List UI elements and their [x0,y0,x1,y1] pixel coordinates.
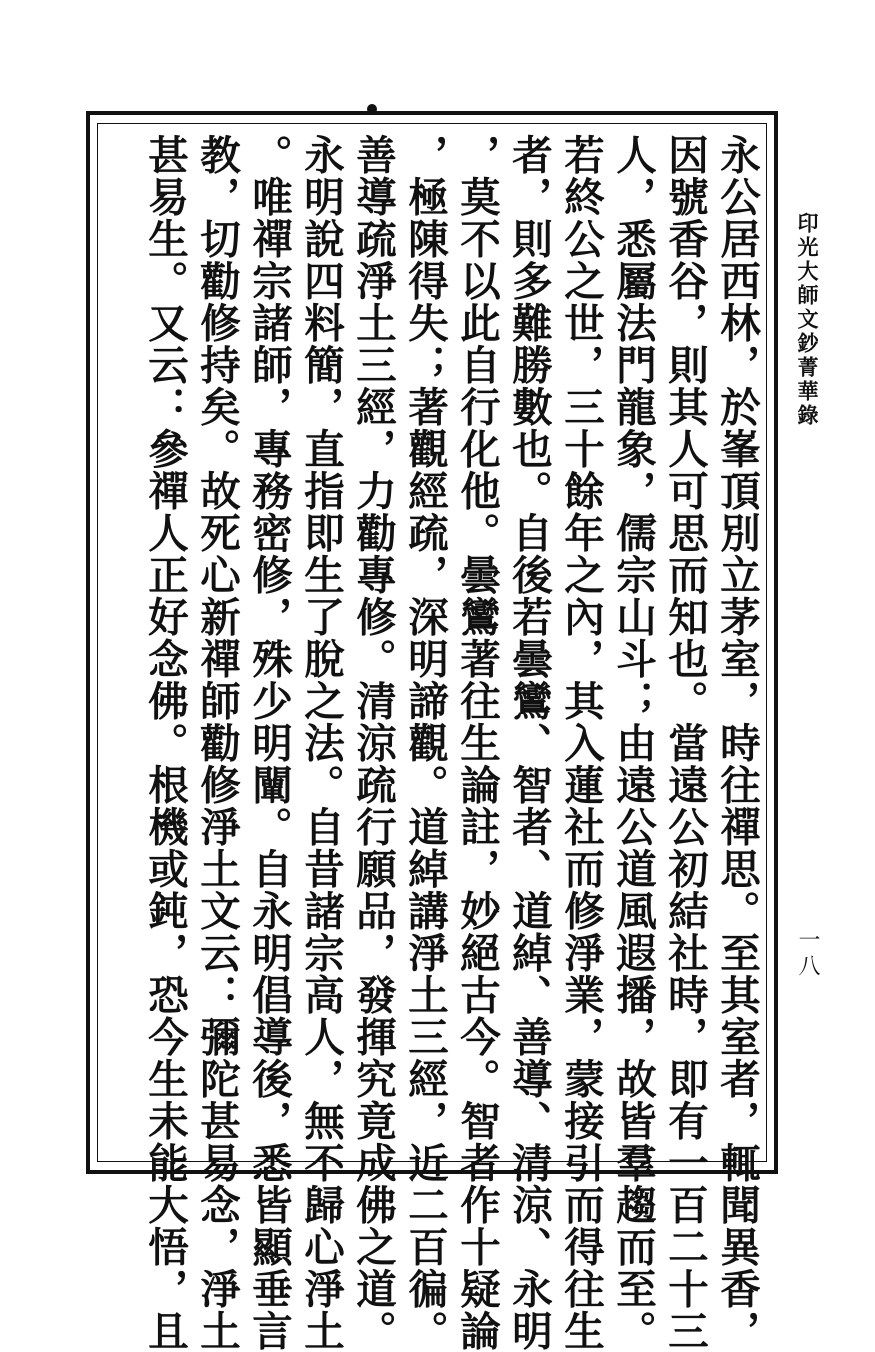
text-column-9: 永明說四料簡，直指即生了脫之法。自昔諸宗高人，無不歸心淨土 [297,134,345,1352]
book-title: 印光大師文鈔菁華錄 [795,212,820,428]
text-column-11: 教，切勸修持矣。故死心新禪師勸修淨土文云：彌陀甚易念，淨土 [193,134,241,1352]
text-column-6: ，莫不以此自行化他。曇鸞著往生論註，妙絕古今。智者作十疑論 [453,134,501,1352]
text-column-10: 。唯禪宗諸師，專務密修，殊少明闡。自永明倡導後，悉皆顯垂言 [245,134,293,1352]
text-column-5: 者，則多難勝數也。自後若曇鸞、智者、道綽、善導、清涼、永明 [505,134,553,1352]
text-column-2: 因號香谷，則其人可思而知也。當遠公初結社時，即有一百二十三 [661,134,709,1352]
text-column-12: 甚易生。又云：參禪人正好念佛。根機或鈍，恐今生未能大悟，且 [141,134,189,1352]
page-number: 一八 [795,928,820,980]
text-column-7: ，極陳得失；著觀經疏，深明諦觀。道綽講淨土三經，近二百徧。 [401,134,449,1352]
text-column-4: 若終公之世，三十餘年之內，其入蓮社而修淨業，蒙接引而得往生 [557,134,605,1352]
text-column-8: 善導疏淨土三經，力勸專修。清涼疏行願品，發揮究竟成佛之道。 [349,134,397,1352]
text-column-1: 永公居西林，於峯頂別立茅室，時往禪思。至其室者，輒聞異香， [713,134,761,1352]
text-column-3: 人，悉屬法門龍象，儒宗山斗；由遠公道風遐播，故皆羣趨而至。 [609,134,657,1352]
